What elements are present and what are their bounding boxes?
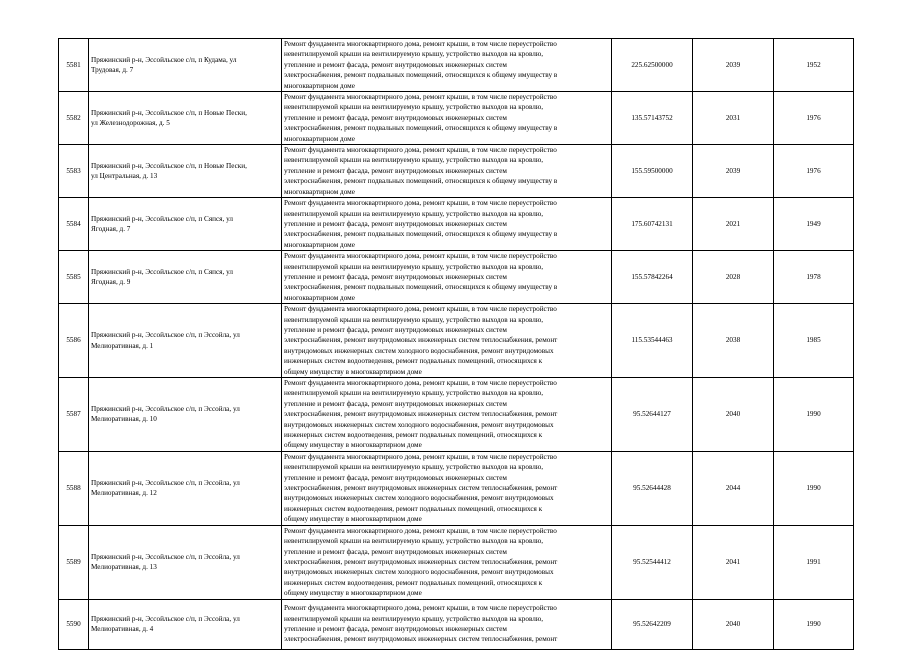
table-row [59,599,854,649]
row-number: 5586 [59,304,89,378]
work-description-line: невентилируемой крыши на вентилируемую крышу, устройство выходов на кровлю, [284,389,544,398]
work-description-line: невентилируемой крыши на вентилируемую крышу, устройство выходов на кровлю, [284,209,544,218]
area-cell: 95.52644127 [612,378,693,452]
build-year-cell: 1949 [774,198,854,251]
work-description-line: утепление и ремонт фасада, ремонт внутридомовых инженерных систем [284,272,507,281]
work-description-line: утепление и ремонт фасада, ремонт внутридомовых инженерных систем [284,60,507,69]
work-description-line: утепление и ремонт фасада, ремонт внутридомовых инженерных систем [284,113,507,122]
address-line: Пряжинский р-н, Эссойльское с/п, п Кудама, ул [91,55,237,64]
planned-year-cell: 2021 [693,198,774,251]
area-cell: 95.52644428 [612,451,693,525]
work-description-line: Ремонт фундамента многоквартирного дома, ремонт крыши, в том числе переустройство [284,146,557,155]
row-number: 5582 [59,92,89,145]
address-line: Мелиоративная, д. 4 [91,625,154,634]
work-description-line: Ремонт фундамента многоквартирного дома, ремонт крыши, в том числе переустройство [284,452,557,461]
work-description-line: инженерных систем водоотведения, ремонт подвальных помещений, относящихся к [284,357,543,366]
address-line: Пряжинский р-н, Эссойльское с/п, п Эссойла, ул [91,331,240,340]
work-description-line: утепление и ремонт фасада, ремонт внутридомовых инженерных систем [284,547,507,556]
work-description-line: электроснабжения, ремонт внутридомовых инженерных систем теплоснабжения, ремонт [284,635,558,644]
build-year-cell: 1990 [774,378,854,452]
work-description-cell [282,198,612,251]
row-number: 5581 [59,39,89,92]
work-description-line: Ремонт фундамента многоквартирного дома, ремонт крыши, в том числе переустройство [284,305,557,314]
work-description-cell [282,378,612,452]
address-line: Мелиоративная, д. 13 [91,563,157,572]
work-description-line: Ремонт фундамента многоквартирного дома, ремонт крыши, в том числе переустройство [284,40,557,48]
work-description-line: Ремонт фундамента многоквартирного дома, ремонт крыши, в том числе переустройство [284,199,557,208]
planned-year-cell: 2031 [693,92,774,145]
area-cell: 175.60742131 [612,198,693,251]
address-line: Пряжинский р-н, Эссойльское с/п, п Новые Пески, [91,161,247,170]
work-description-line: электроснабжения, ремонт подвальных помещений, относящихся к общему имуществу в [284,230,558,239]
planned-year-cell: 2038 [693,304,774,378]
work-description-line: невентилируемой крыши на вентилируемую крышу, устройство выходов на кровлю, [284,50,544,59]
work-description-line: невентилируемой крыши на вентилируемую крышу, устройство выходов на кровлю, [284,614,544,623]
table-row [59,145,854,198]
work-description-line: утепление и ремонт фасада, ремонт внутридомовых инженерных систем [284,625,507,634]
row-number: 5583 [59,145,89,198]
work-description-line: внутридомовых инженерных систем холодного водоснабжения, ремонт внутридомовых [284,346,554,355]
address-cell [89,39,282,92]
build-year-cell: 1952 [774,39,854,92]
work-description-line: Ремонт фундамента многоквартирного дома, ремонт крыши, в том числе переустройство [284,526,557,535]
build-year-cell: 1976 [774,92,854,145]
address-line: Пряжинский р-н, Эссойльское с/п, п Новые Пески, [91,108,247,117]
address-line: ул Центральная, д. 13 [91,172,158,181]
table-row [59,39,854,92]
work-description-cell [282,451,612,525]
table-row [59,525,854,599]
address-line: Мелиоративная, д. 1 [91,341,154,350]
planned-year-cell: 2039 [693,145,774,198]
row-number: 5590 [59,599,89,649]
work-description-line: утепление и ремонт фасада, ремонт внутридомовых инженерных систем [284,325,507,334]
work-description-line: Ремонт фундамента многоквартирного дома, ремонт крыши, в том числе переустройство [284,604,557,613]
area-cell: 115.53544463 [612,304,693,378]
work-description-line: инженерных систем водоотведения, ремонт подвальных помещений, относящихся к [284,431,543,440]
planned-year-cell: 2044 [693,451,774,525]
work-description-line: невентилируемой крыши на вентилируемую крышу, устройство выходов на кровлю, [284,315,544,324]
table-row [59,198,854,251]
build-year-cell: 1990 [774,451,854,525]
planned-year-cell: 2028 [693,251,774,304]
work-description-line: общему имуществу в многоквартирном доме [284,515,422,524]
work-description-cell [282,599,612,649]
planned-year-cell: 2039 [693,39,774,92]
planned-year-cell: 2041 [693,525,774,599]
address-line: Пряжинский р-н, Эссойльское с/п, п Сяпся, ул [91,267,233,276]
row-number: 5588 [59,451,89,525]
work-description-line: общему имуществу в многоквартирном доме [284,589,422,598]
work-description-cell [282,92,612,145]
work-description-cell [282,251,612,304]
work-description-line: многоквартирном доме [284,134,355,143]
work-description-line: многоквартирном доме [284,240,355,249]
work-description-line: электроснабжения, ремонт подвальных помещений, относящихся к общему имуществу в [284,283,558,292]
address-line: Пряжинский р-н, Эссойльское с/п, п Эссойла, ул [91,478,240,487]
table-body [59,39,854,650]
table-row [59,92,854,145]
address-cell [89,251,282,304]
address-line: Ягодная, д. 9 [91,278,131,287]
address-line: Пряжинский р-н, Эссойльское с/п, п Сяпся, ул [91,214,233,223]
address-line: Ягодная, д. 7 [91,225,131,234]
work-description-line: инженерных систем водоотведения, ремонт подвальных помещений, относящихся к [284,504,543,513]
work-description-line: электроснабжения, ремонт подвальных помещений, относящихся к общему имуществу в [284,177,558,186]
work-description-line: невентилируемой крыши на вентилируемую крышу, устройство выходов на кровлю, [284,156,544,165]
row-number: 5584 [59,198,89,251]
work-description-line: Ремонт фундамента многоквартирного дома, ремонт крыши, в том числе переустройство [284,252,557,261]
row-number: 5587 [59,378,89,452]
area-cell: 95.52544412 [612,525,693,599]
work-description-line: Ремонт фундамента многоквартирного дома, ремонт крыши, в том числе переустройство [284,379,557,387]
work-description-line: невентилируемой крыши на вентилируемую крышу, устройство выходов на кровлю, [284,537,544,546]
address-cell [89,378,282,452]
area-cell: 95.52642209 [612,599,693,649]
table-row [59,304,854,378]
work-description-line: утепление и ремонт фасада, ремонт внутридомовых инженерных систем [284,473,507,482]
address-line: Мелиоративная, д. 10 [91,415,157,424]
planned-year-cell: 2040 [693,599,774,649]
work-description-line: многоквартирном доме [284,81,355,90]
build-year-cell: 1978 [774,251,854,304]
work-description-line: электроснабжения, ремонт внутридомовых инженерных систем теплоснабжения, ремонт [284,557,558,566]
work-description-line: многоквартирном доме [284,187,355,196]
work-description-line: инженерных систем водоотведения, ремонт подвальных помещений, относящихся к [284,578,543,587]
work-description-line: электроснабжения, ремонт внутридомовых инженерных систем теплоснабжения, ремонт [284,410,558,419]
work-description-line: электроснабжения, ремонт подвальных помещений, относящихся к общему имуществу в [284,124,558,133]
work-description-cell [282,525,612,599]
work-description-line: общему имуществу в многоквартирном доме [284,367,422,376]
area-cell: 225.62500000 [612,39,693,92]
address-line: Пряжинский р-н, Эссойльское с/п, п Эссойла, ул [91,405,240,414]
address-line: Трудовая, д. 7 [91,66,134,75]
work-description-line: внутридомовых инженерных систем холодного водоснабжения, ремонт внутридомовых [284,494,554,503]
work-description-line: невентилируемой крыши на вентилируемую крышу, устройство выходов на кровлю, [284,103,544,112]
build-year-cell: 1985 [774,304,854,378]
work-description-line: невентилируемой крыши на вентилируемую крышу, устройство выходов на кровлю, [284,463,544,472]
row-number: 5585 [59,251,89,304]
planned-year-cell: 2040 [693,378,774,452]
address-line: Пряжинский р-н, Эссойльское с/п, п Эссойла, ул [91,614,240,623]
work-description-line: внутридомовых инженерных систем холодного водоснабжения, ремонт внутридомовых [284,420,554,429]
work-description-line: общему имуществу в многоквартирном доме [284,441,422,450]
area-cell: 135.57143752 [612,92,693,145]
address-cell [89,145,282,198]
address-cell [89,599,282,649]
area-cell: 155.59500000 [612,145,693,198]
work-description-line: внутридомовых инженерных систем холодного водоснабжения, ремонт внутридомовых [284,568,554,577]
build-year-cell: 1976 [774,145,854,198]
work-description-cell [282,304,612,378]
address-line: Пряжинский р-н, Эссойльское с/п, п Эссойла, ул [91,552,240,561]
work-description-line: электроснабжения, ремонт подвальных помещений, относящихся к общему имуществу в [284,71,558,80]
build-year-cell: 1991 [774,525,854,599]
work-description-cell [282,145,612,198]
work-description-line: утепление и ремонт фасада, ремонт внутридомовых инженерных систем [284,219,507,228]
work-description-line: Ремонт фундамента многоквартирного дома, ремонт крыши, в том числе переустройство [284,93,557,102]
address-cell [89,198,282,251]
work-description-line: электроснабжения, ремонт внутридомовых инженерных систем теплоснабжения, ремонт [284,336,558,345]
work-description-line: многоквартирном доме [284,293,355,302]
address-cell [89,92,282,145]
row-number: 5589 [59,525,89,599]
address-line: ул Железнодорожная, д. 5 [91,119,170,128]
address-cell [89,525,282,599]
work-description-line: электроснабжения, ремонт внутридомовых инженерных систем теплоснабжения, ремонт [284,484,558,493]
work-description-line: утепление и ремонт фасада, ремонт внутридомовых инженерных систем [284,166,507,175]
address-cell [89,304,282,378]
work-description-line: утепление и ремонт фасада, ремонт внутридомовых инженерных систем [284,399,507,408]
table-row [59,451,854,525]
area-cell: 155.57842264 [612,251,693,304]
build-year-cell: 1990 [774,599,854,649]
work-description-line: невентилируемой крыши на вентилируемую крышу, устройство выходов на кровлю, [284,262,544,271]
repair-program-table [58,38,854,650]
address-line: Мелиоративная, д. 12 [91,489,157,498]
address-cell [89,451,282,525]
table-row [59,378,854,452]
table-row [59,251,854,304]
work-description-cell [282,39,612,92]
